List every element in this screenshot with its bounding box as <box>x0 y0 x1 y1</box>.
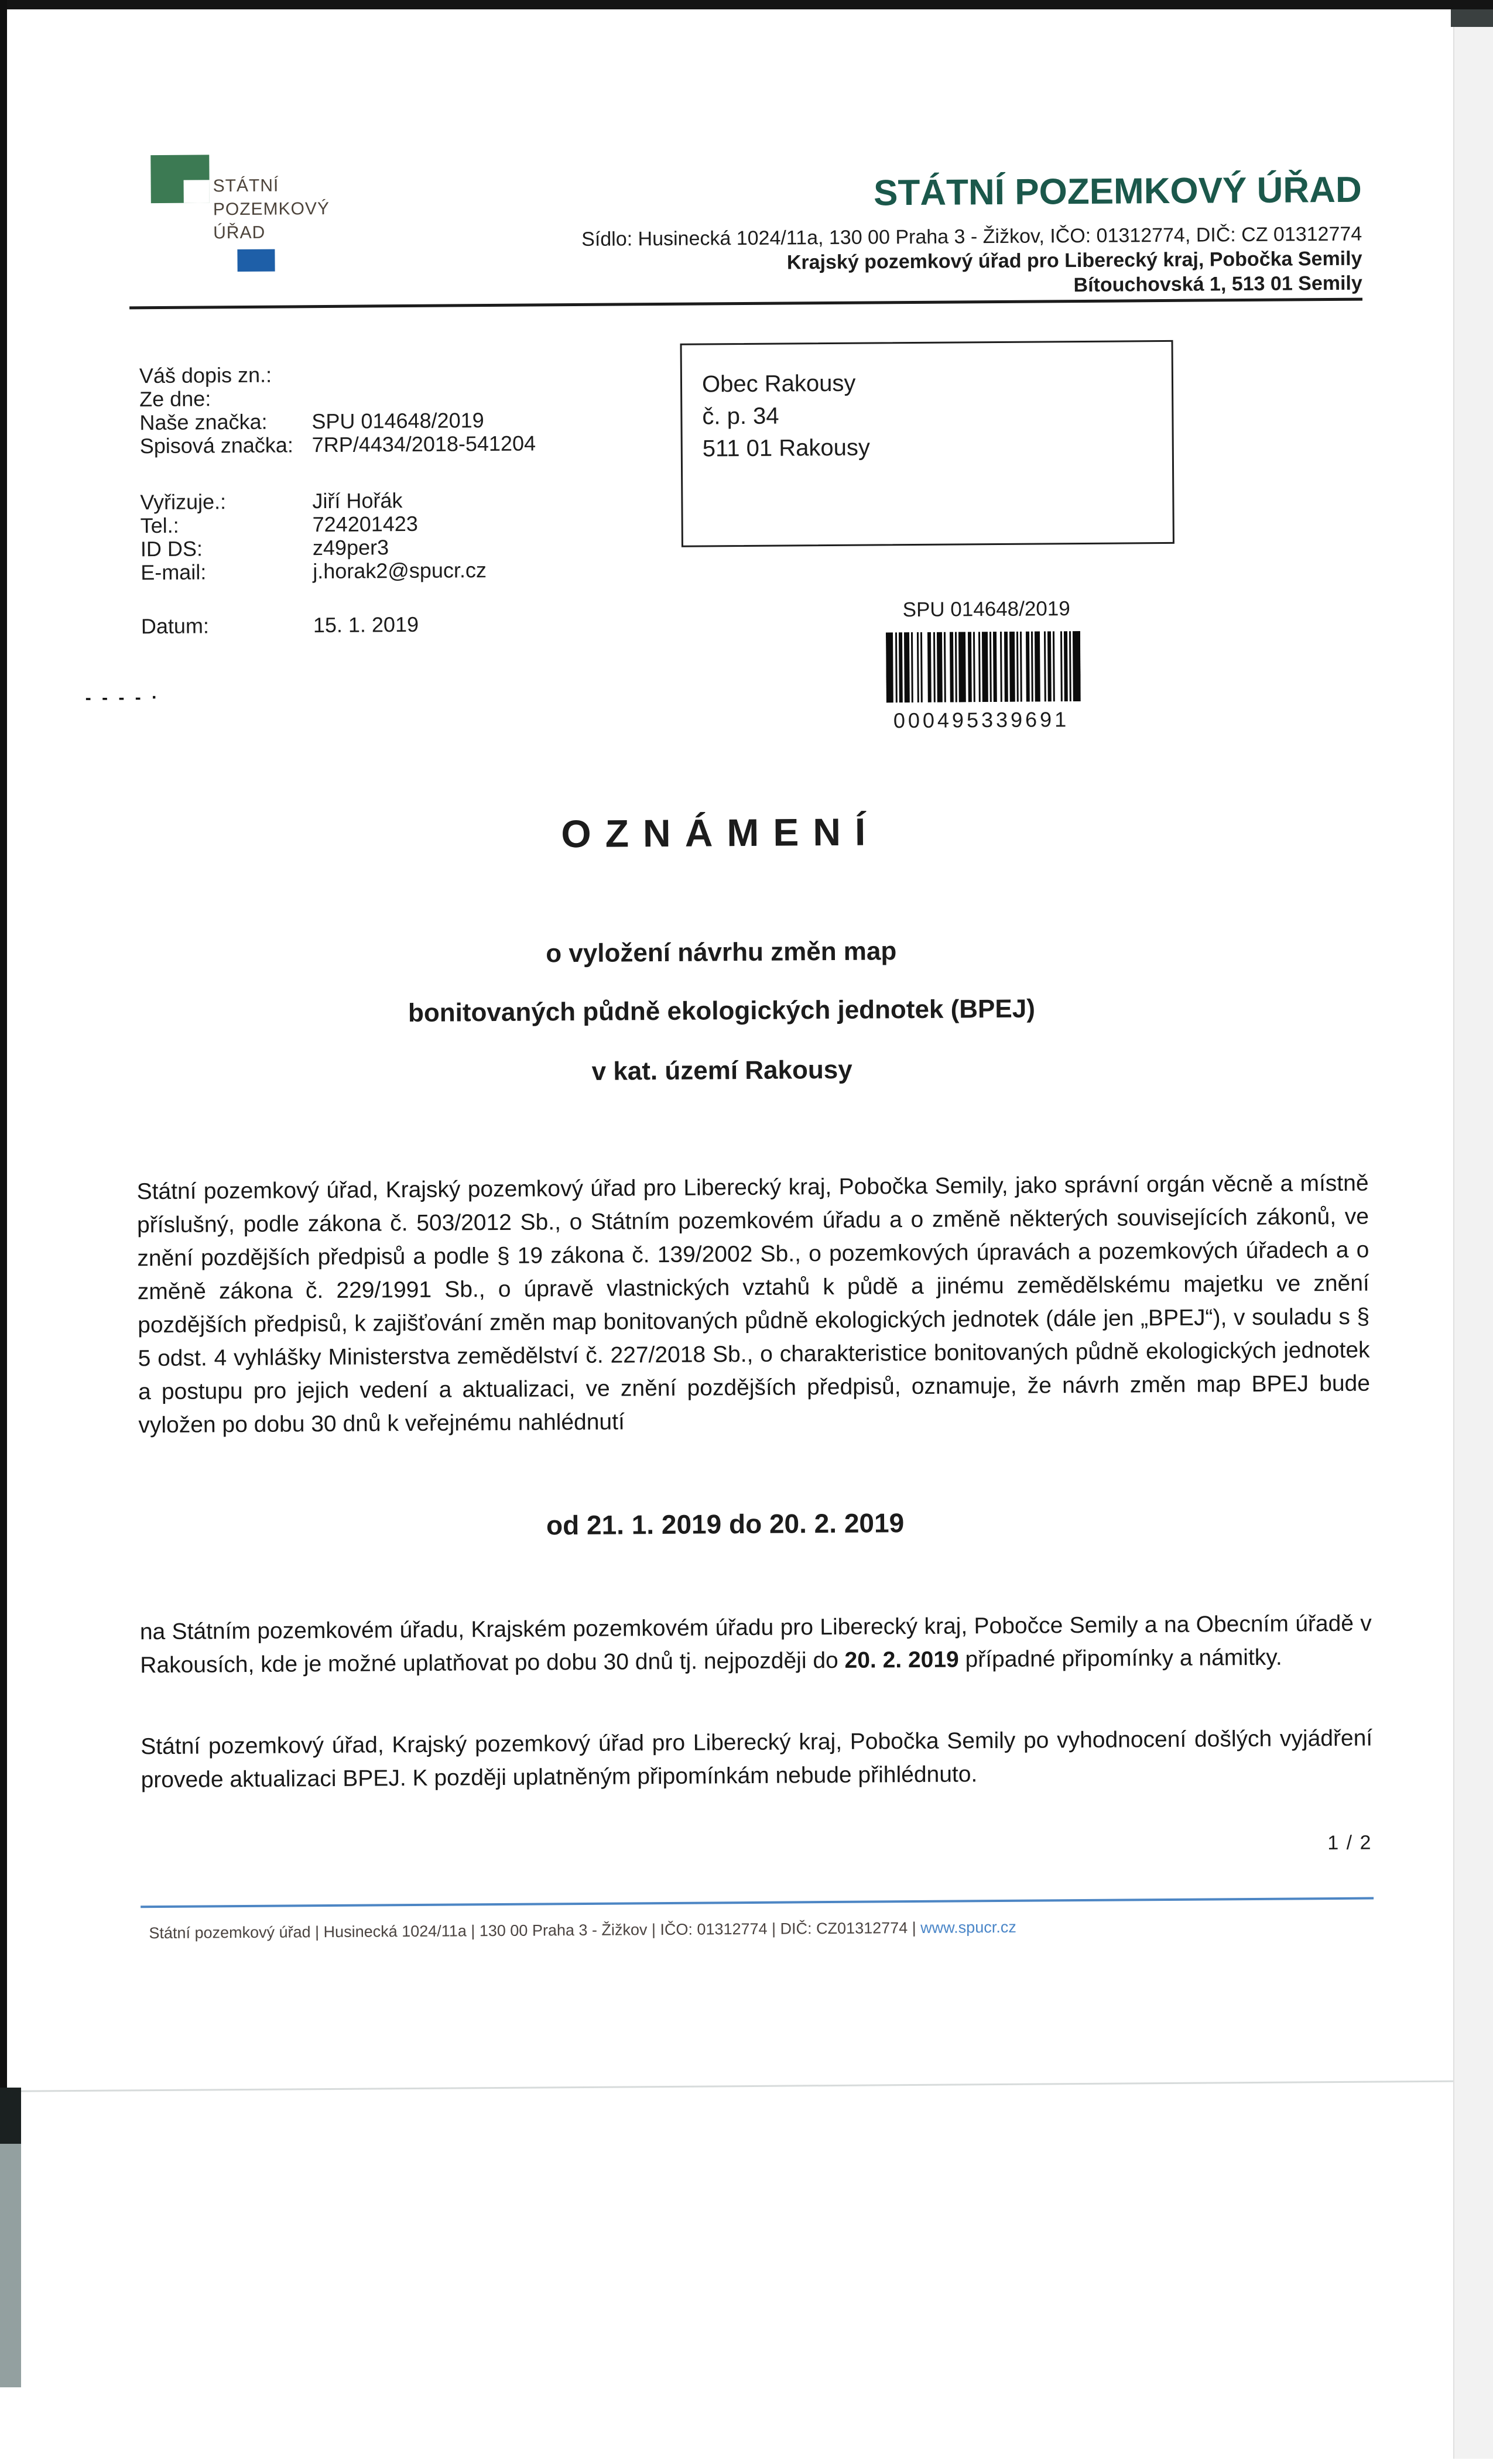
meta-label: E-mail: <box>141 560 207 585</box>
scanner-edge-top <box>0 0 1493 9</box>
document-subtitle-3: v kat. území Rakousy <box>591 1055 852 1086</box>
spu-logo-mark <box>150 155 210 203</box>
meta-row <box>139 408 484 436</box>
meta-value: 724201423 <box>312 511 419 537</box>
organization-name: STÁTNÍ POZEMKOVÝ ÚŘAD <box>873 169 1362 214</box>
body-paragraph-3: Státní pozemkový úřad, Krajský pozemkový úřad pro Liberecký kraj, Pobočka Semily po vyhodnocení došlých vyjádření provede aktualizaci BPEJ. K později uplatněným připomínkám nebude přihlédnuto. <box>141 1725 1373 1793</box>
meta-label: Naše značka: <box>139 409 268 435</box>
logo-blue-rectangle <box>237 249 275 272</box>
meta-value: SPU 014648/2019 <box>311 408 484 434</box>
meta-value: Jiří Hořák <box>312 488 403 513</box>
meta-value: 7RP/4434/2018-541204 <box>311 431 536 457</box>
page-number: 1 / 2 <box>1327 1831 1372 1855</box>
meta-row <box>139 431 536 458</box>
meta-label: Vyřizuje.: <box>140 489 227 515</box>
recipient-address-box <box>680 340 1174 547</box>
logo-line-2: POZEMKOVÝ <box>213 198 330 220</box>
meta-label: ID DS: <box>140 536 203 561</box>
recipient-city: 511 01 Rakousy <box>702 434 871 462</box>
recipient-name: Obec Rakousy <box>701 370 856 397</box>
body-paragraph-2 <box>140 1607 1372 1682</box>
meta-label: Datum: <box>141 614 210 639</box>
document-subtitle-2: bonitovaných půdně ekologických jednotek (BPEJ) <box>408 994 1036 1028</box>
meta-label: Spisová značka: <box>139 433 294 458</box>
letterhead-divider <box>129 298 1362 310</box>
paragraph-2-text: na Státním pozemkovém úřadu, Krajském pozemkovém úřadu pro Liberecký kraj, Pobočce Semily a na Obecním úřadě v Rakousích, kde je možné uplatňovat po dobu 30 dnů tj. nejpozději do <box>139 1610 1372 1678</box>
branch-address: Bítouchovská 1, 513 01 Semily <box>1073 272 1362 297</box>
logo-line-1: STÁTNÍ <box>213 176 279 196</box>
meta-row <box>140 511 419 538</box>
meta-row <box>141 612 419 639</box>
document-title: OZNÁMENÍ <box>561 810 880 856</box>
footer-divider <box>141 1897 1374 1908</box>
logo-line-3: ÚŘAD <box>213 222 266 243</box>
meta-label: Ze dne: <box>139 386 211 412</box>
scanner-shadow-top-right <box>1451 8 1493 27</box>
scanner-edge-left <box>0 0 7 2088</box>
barcode-digits: 000495339691 <box>893 707 1070 733</box>
display-period-dates: od 21. 1. 2019 do 20. 2. 2019 <box>546 1507 905 1541</box>
barcode-bars <box>886 631 1081 702</box>
meta-value: z49per3 <box>312 535 389 560</box>
recipient-address <box>682 342 1172 465</box>
meta-label: Váš dopis zn.: <box>139 362 272 388</box>
footer-text: Státní pozemkový úřad | Husinecká 1024/11a | 130 00 Praha 3 - Žižkov | IČO: 01312774 | DIČ: CZ01312774 | <box>149 1918 921 1942</box>
spu-logo-wordmark <box>213 174 330 245</box>
meta-value: j.horak2@spucr.cz <box>313 558 487 584</box>
branch-name: Krajský pozemkový úřad pro Liberecký kraj, Pobočka Semily <box>786 247 1362 274</box>
meta-value: 15. 1. 2019 <box>313 612 419 638</box>
meta-row <box>140 535 389 561</box>
organization-address: Sídlo: Husinecká 1024/11a, 130 00 Praha 3 - Žižkov, IČO: 01312774, DIČ: CZ 01312774 <box>581 222 1362 251</box>
footer-website: www.spucr.cz <box>920 1918 1016 1937</box>
meta-label: Tel.: <box>140 513 179 538</box>
meta-row <box>139 363 272 389</box>
paragraph-2-text-end: případné připomínky a námitky. <box>958 1644 1282 1673</box>
meta-row <box>139 386 211 412</box>
fold-mark: - - - - · <box>85 687 161 708</box>
scanner-edge-bottom-left-gray <box>0 2144 21 2387</box>
scanner-edge-bottom-left-dark <box>0 2088 21 2144</box>
paragraph-2-deadline: 20. 2. 2019 <box>844 1647 959 1673</box>
recipient-street: č. p. 34 <box>702 403 779 430</box>
page-bottom-edge <box>7 2080 1493 2092</box>
meta-row <box>140 488 403 515</box>
scanner-background-right <box>1453 8 1493 2459</box>
footer-line <box>149 1918 1016 1942</box>
barcode-label: SPU 014648/2019 <box>902 597 1070 622</box>
body-paragraph-1: Státní pozemkový úřad, Krajský pozemkový úřad pro Liberecký kraj, Pobočka Semily, jako správní orgán věcně a místně příslušný, podle zákona č. 503/2012 Sb., o Státním pozemkovém úřadu a o změně některých souvisejících zákonů, ve znění pozdějších předpisů a podle § 19 zákona č. 139/2002 Sb., o pozemkových úpravách a pozemkových úřadech a o změně zákona č. 229/1991 Sb., o úpravě vlastnických vztahů k půdě a jinému zemědělskému majetku ve znění pozdějších předpisů, k zajišťování změn map bonitovaných půdně ekologických jednotek (dále jen „BPEJ“), v souladu s § 5 odst. 4 vyhlášky Ministerstva zemědělství č. 227/2018 Sb., o charakteristice bonitovaných půdně ekologických jednotek a postupu pro jejich vedení a aktualizaci, ve znění pozdějších předpisů, oznamuje, že návrh změn map BPEJ bude vyložen po dobu 30 dnů k veřejnému nahlédnutí <box>136 1170 1371 1438</box>
meta-row <box>141 558 487 585</box>
document-subtitle-1: o vyložení návrhu změn map <box>546 937 897 968</box>
